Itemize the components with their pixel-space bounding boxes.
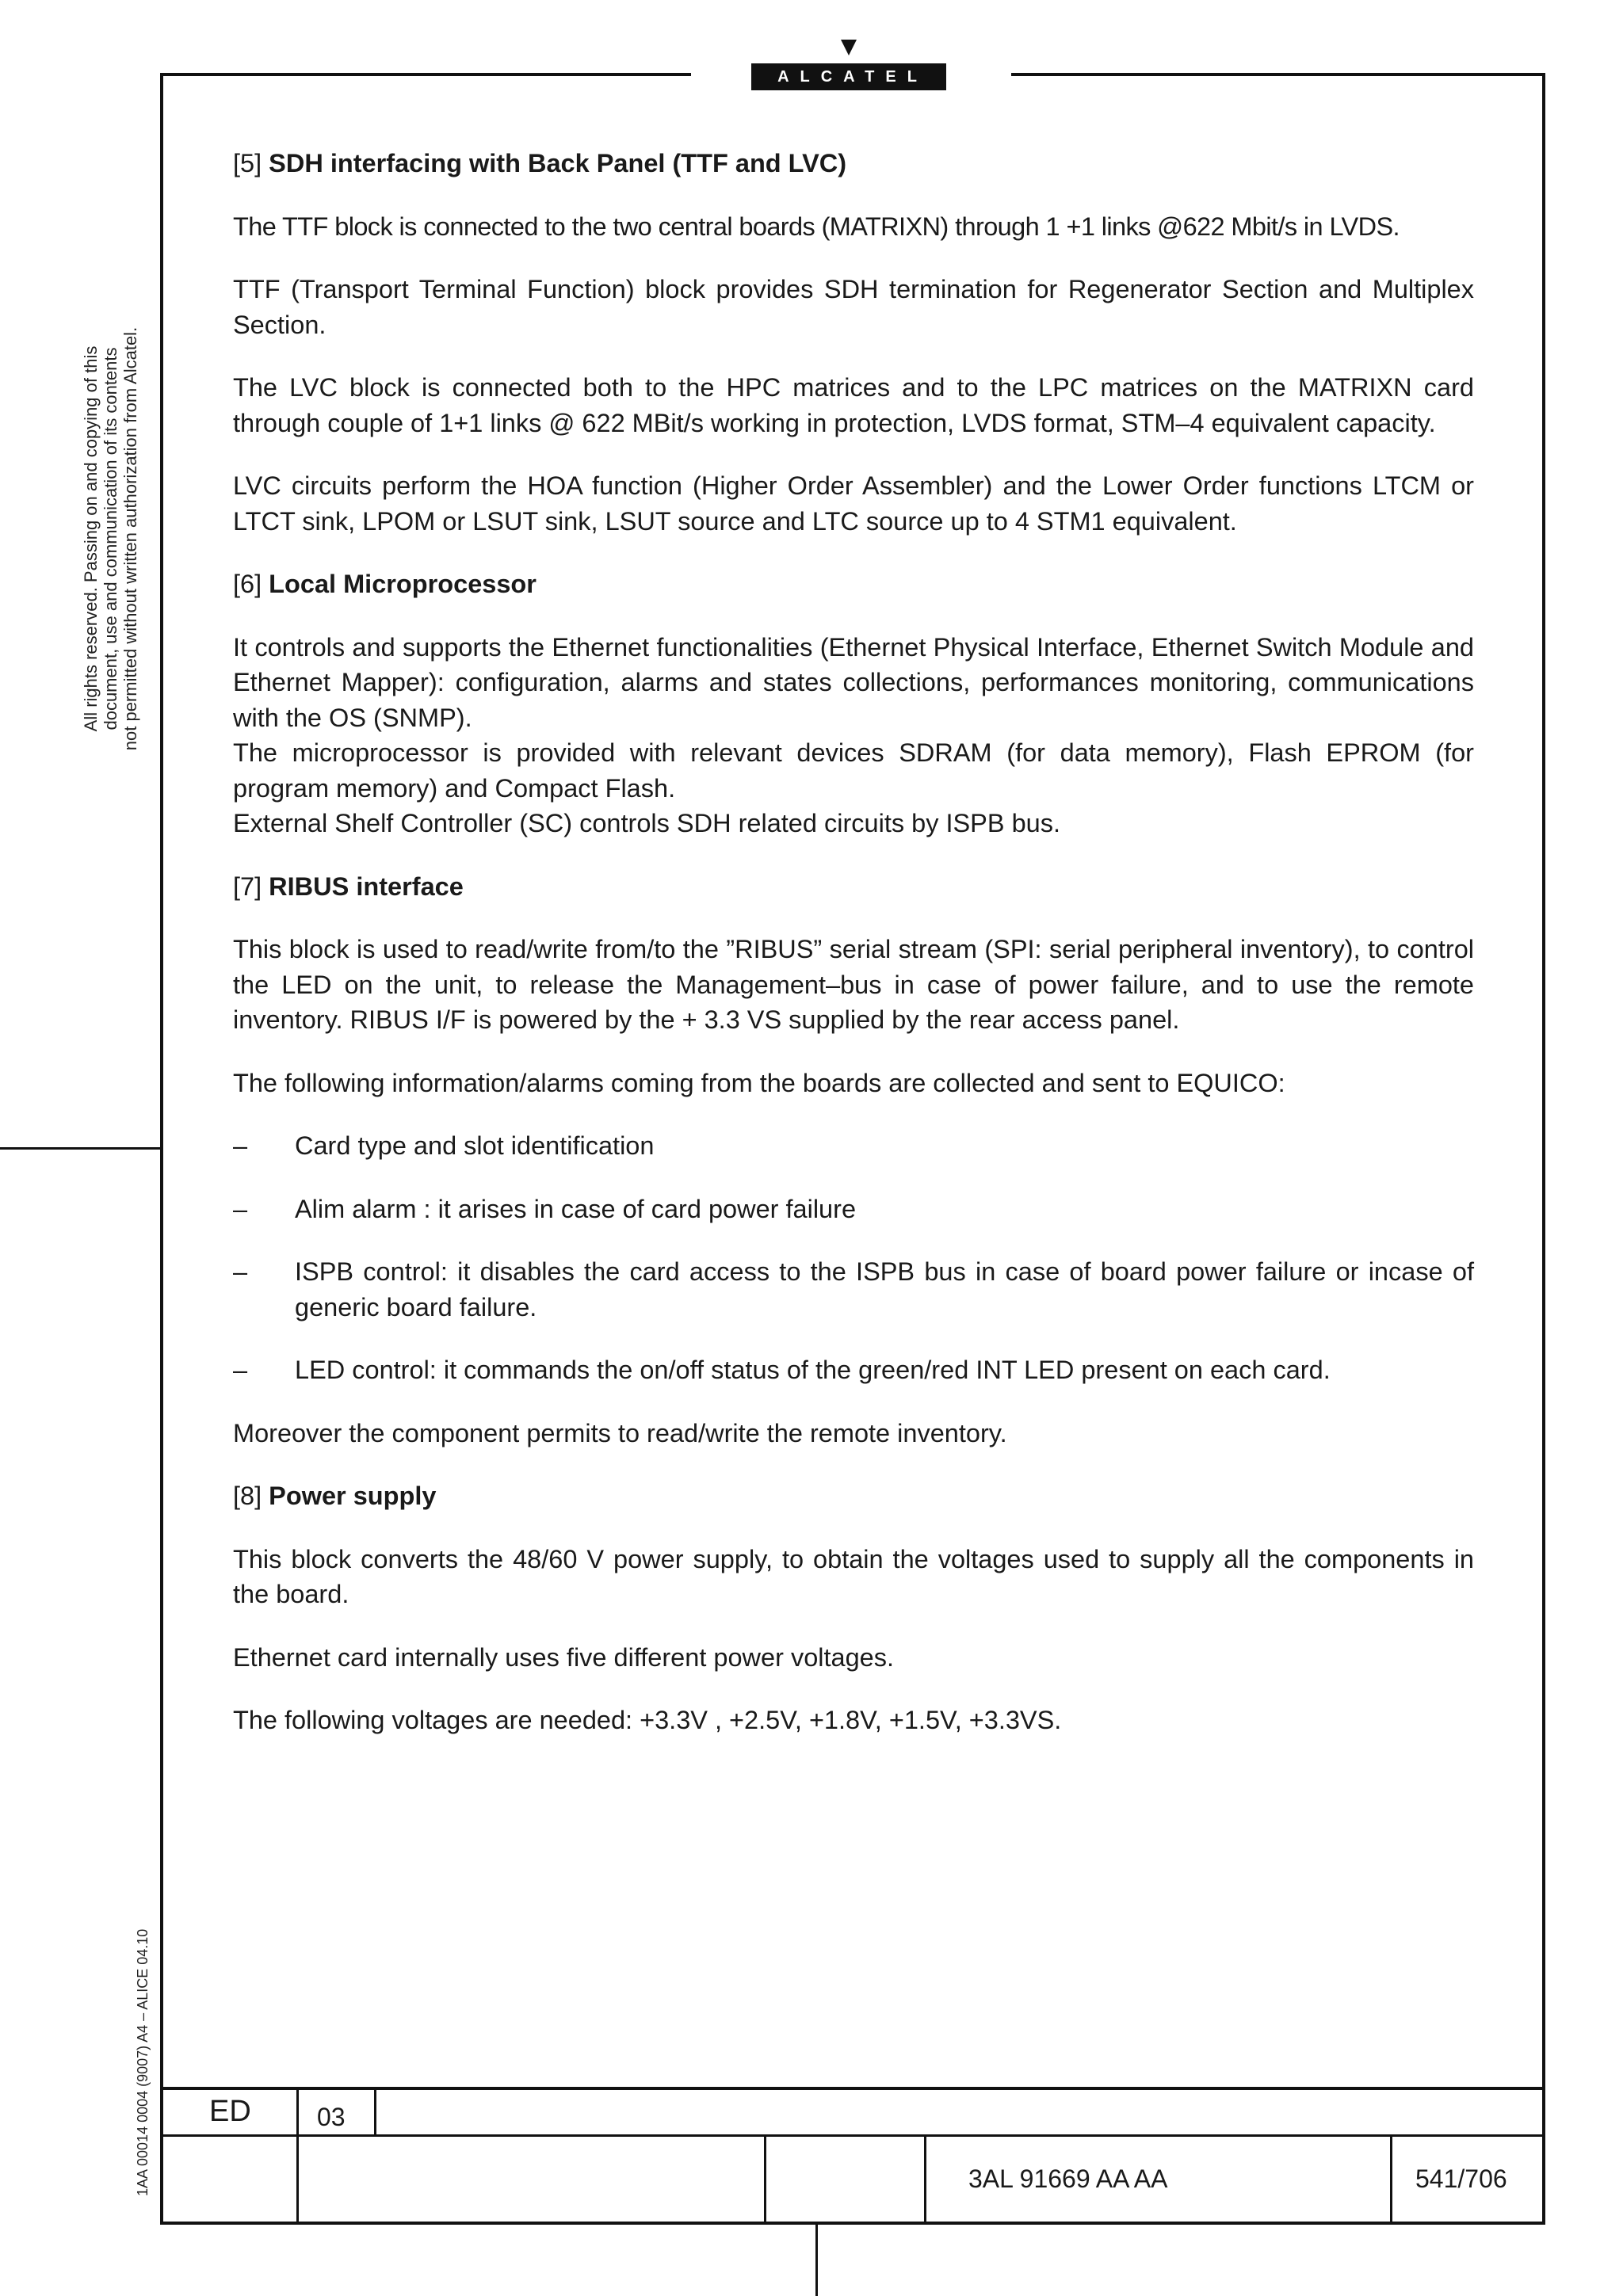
- section-heading: [233, 566, 1474, 602]
- dash-bullet: –: [233, 1131, 248, 1160]
- section-heading: [233, 146, 1474, 181]
- section-number: [8]: [233, 1482, 262, 1510]
- list-item-text: LED control: it commands the on/off status of the green/red INT LED present on each card.: [295, 1356, 1331, 1384]
- list-item: [233, 1254, 1474, 1325]
- paragraph: The microprocessor is provided with relevant devices SDRAM (for data memory), Flash EPROM (for program memory) and Compact Flash.: [233, 738, 1474, 803]
- paragraph: The following information/alarms coming from the boards are collected and sent to EQUICO:: [233, 1068, 1285, 1097]
- list-item-text: Card type and slot identification: [295, 1131, 655, 1160]
- footer-rule: [764, 2136, 766, 2223]
- paragraph: The following voltages are needed: +3.3V , +2.5V, +1.8V, +1.5V, +3.3VS.: [233, 1706, 1062, 1734]
- rights-line: not permitted without written authorization from Alcatel.: [120, 326, 140, 751]
- margin-fold-mark: [0, 1147, 160, 1150]
- alcatel-logo: [751, 40, 946, 95]
- section-title: RIBUS interface: [269, 871, 464, 901]
- list-item-text: ISPB control: it disables the card access to the ISPB bus in case of board power failure or incase of generic board failure.: [295, 1257, 1474, 1322]
- paragraph: TTF (Transport Terminal Function) block provides SDH termination for Regenerator Section and Multiplex Section.: [233, 275, 1474, 339]
- dash-bullet: –: [233, 1257, 248, 1286]
- document-code: 3AL 91669 AA AA: [968, 2164, 1168, 2193]
- paragraph: Ethernet card internally uses five different power voltages.: [233, 1642, 895, 1672]
- footer-rule: [924, 2136, 926, 2223]
- section-number: [6]: [233, 570, 262, 598]
- frame-top-right: [1011, 73, 1545, 76]
- logo-triangle-icon: [841, 40, 857, 55]
- dash-bullet: –: [233, 1356, 248, 1384]
- section-number: [7]: [233, 871, 262, 901]
- section-heading: [233, 869, 1474, 905]
- frame-top-left: [162, 73, 691, 76]
- rights-line: document, use and communication of its contents: [101, 347, 120, 730]
- frame-left: [160, 73, 163, 2225]
- footer-rule: [296, 2087, 299, 2223]
- paragraph: This block is used to read/write from/to the ”RIBUS” serial stream (SPI: serial peripheral inventory), to control the LED on the unit, to release the Management–bus in case of power failure, and to use the remote inventory. RIBUS I/F is powered by the + 3.3 VS supplied by the rear access panel.: [233, 935, 1474, 1034]
- rights-notice: [81, 277, 140, 800]
- dash-bullet: –: [233, 1194, 248, 1223]
- bottom-fold-mark: [815, 2225, 818, 2296]
- rights-line: All rights reserved. Passing on and copying of this: [81, 345, 101, 732]
- list-item: [233, 1352, 1474, 1388]
- footer-title-block: [162, 2087, 1544, 2223]
- list-item: [233, 1192, 1474, 1227]
- frame-right: [1542, 73, 1545, 2225]
- edition-label: ED: [209, 2095, 251, 2128]
- form-code: 1AA 00014 0004 (9007) A4 – ALICE 04.10: [135, 1928, 151, 2196]
- paragraph: Moreover the component permits to read/write the remote inventory.: [233, 1418, 1007, 1447]
- paragraph: LVC circuits perform the HOA function (Higher Order Assembler) and the Lower Order functions LTCM or LTCT sink, LPOM or LSUT sink, LSUT source and LTC source up to 4 STM1 equivalent.: [233, 471, 1474, 536]
- list-item: [233, 1128, 1474, 1164]
- footer-rule: [162, 2087, 1544, 2090]
- section-title: Local Microprocessor: [269, 570, 537, 598]
- section-title: Power supply: [269, 1482, 437, 1510]
- paragraph: The LVC block is connected both to the HPC matrices and to the LPC matrices on the MATRIXN card through couple of 1+1 links @ 622 MBit/s working in protection, LVDS format, STM–4 equivalent capacity.: [233, 373, 1474, 437]
- logo-text: ALCATEL: [751, 63, 946, 90]
- footer-rule: [374, 2087, 376, 2136]
- paragraph: The TTF block is connected to the two central boards (MATRIXN) through 1 +1 links @622 Mbit/s in LVDS.: [233, 212, 1400, 241]
- section-title: SDH interfacing with Back Panel (TTF and LVC): [269, 149, 847, 177]
- paragraph: It controls and supports the Ethernet functionalities (Ethernet Physical Interface, Ethernet Switch Module and Ethernet Mapper): configuration, alarms and states collections, performances monitoring, communications with the OS (SNMP).: [233, 632, 1474, 732]
- paragraph: External Shelf Controller (SC) controls SDH related circuits by ISPB bus.: [233, 809, 1060, 837]
- list-item-text: Alim alarm : it arises in case of card power failure: [295, 1194, 857, 1223]
- page-number: 541/706: [1415, 2164, 1507, 2193]
- paragraph: This block converts the 48/60 V power supply, to obtain the voltages used to supply all the components in the board.: [233, 1544, 1474, 1608]
- section-number: [5]: [233, 149, 262, 177]
- document-body: [233, 146, 1474, 1766]
- footer-rule: [162, 2134, 1544, 2137]
- section-heading: [233, 1478, 1474, 1514]
- edition-value: 03: [317, 2103, 346, 2131]
- footer-rule: [1390, 2136, 1392, 2223]
